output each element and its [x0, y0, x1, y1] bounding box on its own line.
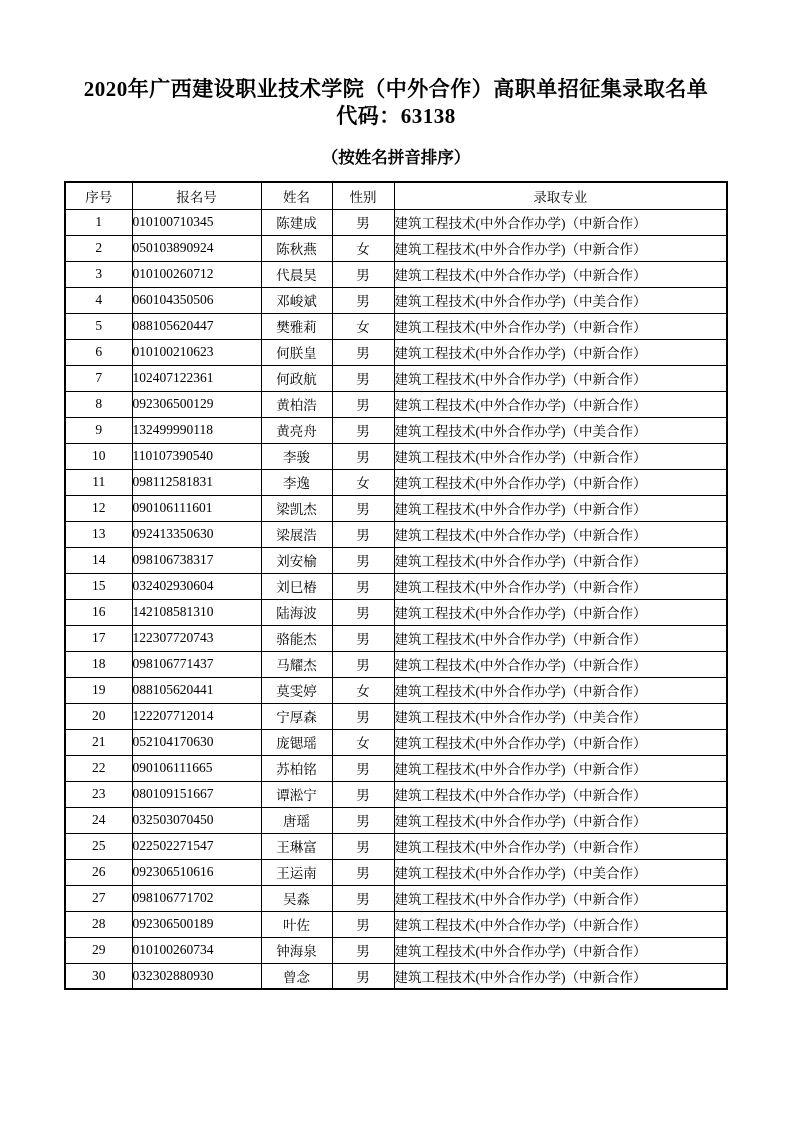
gender-cell: 男	[332, 859, 394, 885]
table-row	[65, 703, 727, 729]
reg-no-cell: 090106111665	[132, 755, 261, 781]
table-row	[65, 391, 727, 417]
seq-cell: 30	[65, 963, 132, 989]
major-cell: 建筑工程技术(中外合作办学)（中美合作）	[394, 859, 727, 885]
name-cell: 马耀杰	[261, 651, 332, 677]
gender-cell: 男	[332, 703, 394, 729]
major-cell: 建筑工程技术(中外合作办学)（中新合作）	[394, 365, 727, 391]
reg-no-cell: 092306500129	[132, 391, 261, 417]
name-cell: 李骏	[261, 443, 332, 469]
seq-cell: 8	[65, 391, 132, 417]
seq-cell: 5	[65, 313, 132, 339]
table-row	[65, 859, 727, 885]
major-cell: 建筑工程技术(中外合作办学)（中新合作）	[394, 963, 727, 989]
table-row	[65, 495, 727, 521]
reg-no-cell: 060104350506	[132, 287, 261, 313]
seq-cell: 22	[65, 755, 132, 781]
reg-no-cell: 092413350630	[132, 521, 261, 547]
reg-no-cell: 052104170630	[132, 729, 261, 755]
name-cell: 钟海泉	[261, 937, 332, 963]
table-row	[65, 417, 727, 443]
major-cell: 建筑工程技术(中外合作办学)（中美合作）	[394, 287, 727, 313]
table-row	[65, 781, 727, 807]
table-row	[65, 287, 727, 313]
reg-no-cell: 010100210623	[132, 339, 261, 365]
major-cell: 建筑工程技术(中外合作办学)（中新合作）	[394, 781, 727, 807]
gender-cell: 女	[332, 729, 394, 755]
name-cell: 王运南	[261, 859, 332, 885]
gender-cell: 男	[332, 261, 394, 287]
column-header-major: 录取专业	[394, 182, 727, 209]
table-row	[65, 677, 727, 703]
gender-cell: 男	[332, 885, 394, 911]
reg-no-cell: 122207712014	[132, 703, 261, 729]
table-row	[65, 261, 727, 287]
table-row	[65, 339, 727, 365]
table-row	[65, 235, 727, 261]
seq-cell: 19	[65, 677, 132, 703]
name-cell: 何政航	[261, 365, 332, 391]
major-cell: 建筑工程技术(中外合作办学)（中新合作）	[394, 885, 727, 911]
name-cell: 王琳富	[261, 833, 332, 859]
reg-no-cell: 092306500189	[132, 911, 261, 937]
gender-cell: 男	[332, 963, 394, 989]
seq-cell: 29	[65, 937, 132, 963]
major-cell: 建筑工程技术(中外合作办学)（中新合作）	[394, 521, 727, 547]
reg-no-cell: 102407122361	[132, 365, 261, 391]
table-row	[65, 807, 727, 833]
gender-cell: 男	[332, 547, 394, 573]
gender-cell: 男	[332, 521, 394, 547]
reg-no-cell: 080109151667	[132, 781, 261, 807]
reg-no-cell: 098106771437	[132, 651, 261, 677]
gender-cell: 男	[332, 443, 394, 469]
table-row	[65, 469, 727, 495]
seq-cell: 17	[65, 625, 132, 651]
reg-no-cell: 010100260712	[132, 261, 261, 287]
table-row	[65, 521, 727, 547]
column-header-gender: 性别	[332, 182, 394, 209]
seq-cell: 15	[65, 573, 132, 599]
name-cell: 谭淞宁	[261, 781, 332, 807]
table-row	[65, 911, 727, 937]
page-title-line2: 代码：63138	[336, 104, 456, 128]
reg-no-cell: 098112581831	[132, 469, 261, 495]
gender-cell: 男	[332, 339, 394, 365]
major-cell: 建筑工程技术(中外合作办学)（中美合作）	[394, 417, 727, 443]
gender-cell: 男	[332, 625, 394, 651]
major-cell: 建筑工程技术(中外合作办学)（中新合作）	[394, 625, 727, 651]
reg-no-cell: 032302880930	[132, 963, 261, 989]
seq-cell: 4	[65, 287, 132, 313]
name-cell: 曾念	[261, 963, 332, 989]
name-cell: 庞锶瑶	[261, 729, 332, 755]
gender-cell: 男	[332, 287, 394, 313]
seq-cell: 2	[65, 235, 132, 261]
gender-cell: 女	[332, 469, 394, 495]
seq-cell: 26	[65, 859, 132, 885]
reg-no-cell: 088105620447	[132, 313, 261, 339]
seq-cell: 28	[65, 911, 132, 937]
name-cell: 梁展浩	[261, 521, 332, 547]
seq-cell: 7	[65, 365, 132, 391]
gender-cell: 男	[332, 833, 394, 859]
gender-cell: 男	[332, 599, 394, 625]
name-cell: 苏柏铭	[261, 755, 332, 781]
seq-cell: 25	[65, 833, 132, 859]
major-cell: 建筑工程技术(中外合作办学)（中新合作）	[394, 235, 727, 261]
seq-cell: 20	[65, 703, 132, 729]
major-cell: 建筑工程技术(中外合作办学)（中新合作）	[394, 443, 727, 469]
major-cell: 建筑工程技术(中外合作办学)（中新合作）	[394, 209, 727, 235]
name-cell: 陈秋燕	[261, 235, 332, 261]
name-cell: 唐瑶	[261, 807, 332, 833]
table-body	[65, 209, 727, 989]
name-cell: 黄亮舟	[261, 417, 332, 443]
gender-cell: 男	[332, 807, 394, 833]
name-cell: 邓峻斌	[261, 287, 332, 313]
major-cell: 建筑工程技术(中外合作办学)（中新合作）	[394, 937, 727, 963]
reg-no-cell: 032402930604	[132, 573, 261, 599]
major-cell: 建筑工程技术(中外合作办学)（中新合作）	[394, 573, 727, 599]
gender-cell: 男	[332, 651, 394, 677]
table-row	[65, 547, 727, 573]
seq-cell: 12	[65, 495, 132, 521]
name-cell: 叶佐	[261, 911, 332, 937]
gender-cell: 男	[332, 209, 394, 235]
seq-cell: 10	[65, 443, 132, 469]
major-cell: 建筑工程技术(中外合作办学)（中新合作）	[394, 469, 727, 495]
gender-cell: 男	[332, 781, 394, 807]
seq-cell: 3	[65, 261, 132, 287]
table-row	[65, 937, 727, 963]
seq-cell: 21	[65, 729, 132, 755]
gender-cell: 女	[332, 677, 394, 703]
name-cell: 梁凯杰	[261, 495, 332, 521]
reg-no-cell: 022502271547	[132, 833, 261, 859]
gender-cell: 男	[332, 573, 394, 599]
major-cell: 建筑工程技术(中外合作办学)（中新合作）	[394, 547, 727, 573]
gender-cell: 男	[332, 911, 394, 937]
reg-no-cell: 010100260734	[132, 937, 261, 963]
major-cell: 建筑工程技术(中外合作办学)（中新合作）	[394, 729, 727, 755]
table-row	[65, 755, 727, 781]
table-row	[65, 443, 727, 469]
major-cell: 建筑工程技术(中外合作办学)（中新合作）	[394, 833, 727, 859]
reg-no-cell: 098106738317	[132, 547, 261, 573]
table-row	[65, 729, 727, 755]
gender-cell: 女	[332, 313, 394, 339]
major-cell: 建筑工程技术(中外合作办学)（中新合作）	[394, 911, 727, 937]
major-cell: 建筑工程技术(中外合作办学)（中新合作）	[394, 339, 727, 365]
table-row	[65, 599, 727, 625]
name-cell: 何朕皇	[261, 339, 332, 365]
name-cell: 陈建成	[261, 209, 332, 235]
page-title	[46, 76, 746, 130]
seq-cell: 14	[65, 547, 132, 573]
gender-cell: 男	[332, 391, 394, 417]
seq-cell: 18	[65, 651, 132, 677]
table-row	[65, 963, 727, 989]
name-cell: 刘巳椿	[261, 573, 332, 599]
name-cell: 樊雅莉	[261, 313, 332, 339]
name-cell: 宁厚森	[261, 703, 332, 729]
seq-cell: 24	[65, 807, 132, 833]
major-cell: 建筑工程技术(中外合作办学)（中美合作）	[394, 703, 727, 729]
seq-cell: 6	[65, 339, 132, 365]
major-cell: 建筑工程技术(中外合作办学)（中新合作）	[394, 677, 727, 703]
table-row	[65, 885, 727, 911]
name-cell: 刘安榆	[261, 547, 332, 573]
page-subtitle: （按姓名拼音排序）	[321, 148, 471, 167]
reg-no-cell: 142108581310	[132, 599, 261, 625]
major-cell: 建筑工程技术(中外合作办学)（中新合作）	[394, 807, 727, 833]
table-row	[65, 625, 727, 651]
gender-cell: 男	[332, 417, 394, 443]
seq-cell: 13	[65, 521, 132, 547]
major-cell: 建筑工程技术(中外合作办学)（中新合作）	[394, 651, 727, 677]
gender-cell: 女	[332, 235, 394, 261]
major-cell: 建筑工程技术(中外合作办学)（中新合作）	[394, 599, 727, 625]
reg-no-cell: 032503070450	[132, 807, 261, 833]
reg-no-cell: 132499990118	[132, 417, 261, 443]
admission-roster-table	[64, 181, 728, 990]
seq-cell: 16	[65, 599, 132, 625]
table-row	[65, 651, 727, 677]
table-row	[65, 313, 727, 339]
table-header-row	[65, 182, 727, 209]
column-header-seq: 序号	[65, 182, 132, 209]
seq-cell: 9	[65, 417, 132, 443]
reg-no-cell: 110107390540	[132, 443, 261, 469]
reg-no-cell: 092306510616	[132, 859, 261, 885]
major-cell: 建筑工程技术(中外合作办学)（中新合作）	[394, 313, 727, 339]
seq-cell: 23	[65, 781, 132, 807]
name-cell: 骆能杰	[261, 625, 332, 651]
gender-cell: 男	[332, 365, 394, 391]
name-cell: 李逸	[261, 469, 332, 495]
major-cell: 建筑工程技术(中外合作办学)（中新合作）	[394, 495, 727, 521]
name-cell: 陆海波	[261, 599, 332, 625]
seq-cell: 27	[65, 885, 132, 911]
gender-cell: 男	[332, 495, 394, 521]
reg-no-cell: 010100710345	[132, 209, 261, 235]
table-row	[65, 833, 727, 859]
reg-no-cell: 090106111601	[132, 495, 261, 521]
major-cell: 建筑工程技术(中外合作办学)（中新合作）	[394, 391, 727, 417]
reg-no-cell: 050103890924	[132, 235, 261, 261]
column-header-reg-no: 报名号	[132, 182, 261, 209]
major-cell: 建筑工程技术(中外合作办学)（中新合作）	[394, 755, 727, 781]
name-cell: 黄柏浩	[261, 391, 332, 417]
reg-no-cell: 098106771702	[132, 885, 261, 911]
reg-no-cell: 088105620441	[132, 677, 261, 703]
name-cell: 莫雯婷	[261, 677, 332, 703]
table-row	[65, 209, 727, 235]
page-title-line1: 2020年广西建设职业技术学院（中外合作）高职单招征集录取名单	[83, 77, 709, 101]
reg-no-cell: 122307720743	[132, 625, 261, 651]
name-cell: 代晨昊	[261, 261, 332, 287]
gender-cell: 男	[332, 755, 394, 781]
table-row	[65, 573, 727, 599]
column-header-name: 姓名	[261, 182, 332, 209]
name-cell: 吴淼	[261, 885, 332, 911]
seq-cell: 1	[65, 209, 132, 235]
seq-cell: 11	[65, 469, 132, 495]
major-cell: 建筑工程技术(中外合作办学)（中新合作）	[394, 261, 727, 287]
gender-cell: 男	[332, 937, 394, 963]
table-row	[65, 365, 727, 391]
